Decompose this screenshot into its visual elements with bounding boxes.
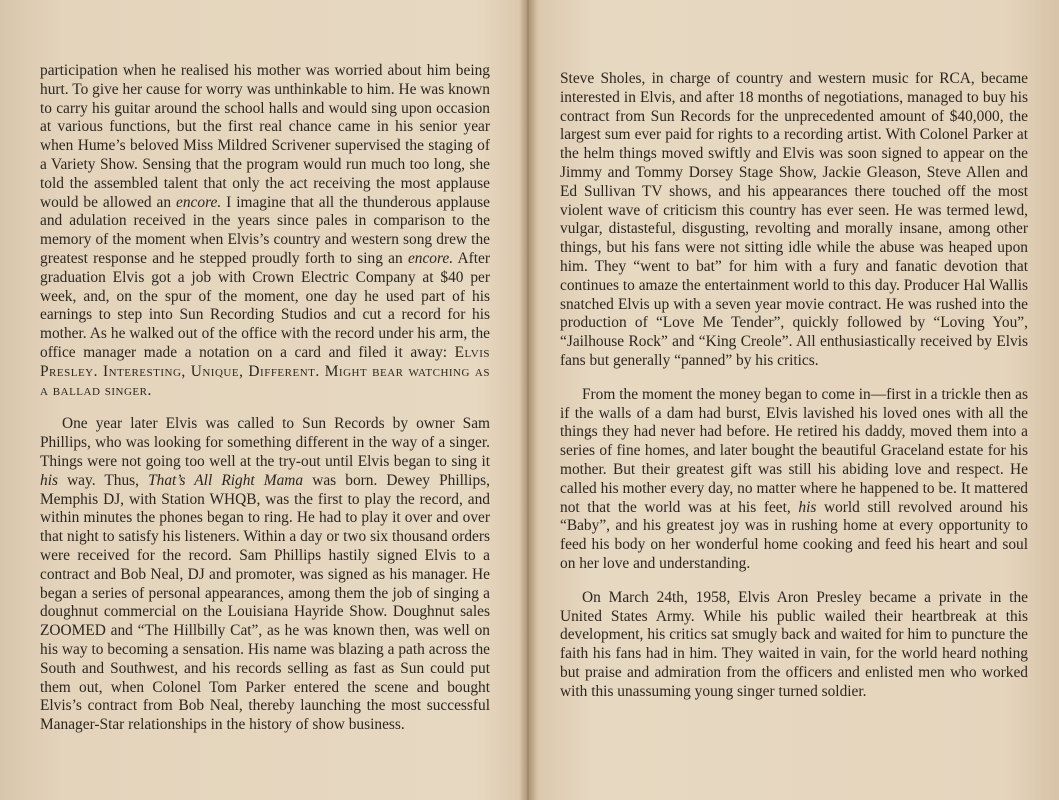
left-p2-text-a: One year later Elvis was called to Sun Records by owner Sam Phillips, who was looking for something different in the way of a singer. Things were not going too well at the try-out until Elvis began to sing it [40, 415, 490, 470]
left-p2-his: his [40, 471, 58, 489]
left-paragraph-1 [40, 62, 490, 400]
right-paragraph-2 [560, 386, 1028, 574]
right-p2-text-a: From the moment the money began to come in—first in a trickle then as if the walls of a dam had burst, Elvis lavished his loved ones with all the things they had never had before. He retired his daddy, moved them into a series of fine homes, and later bought the beautiful Graceland estate for his mother. But their greatest gift was still his abiding love and respect. He called his mother every day, no matter where he happened to be. It mattered not that the world was at his feet, [560, 385, 1028, 516]
left-p1-text-c: After graduation Elvis got a job with Crown Electric Company at $40 per week, and, on the spur of the moment, one day he used part of his earnings to step into Sun Recording Studios and cut a record for his mother. As he walked out of the office with the record under his arm, the office manager made a notation on a card and filed it away: [40, 249, 490, 361]
left-page [0, 0, 528, 800]
right-p2-his: his [798, 498, 817, 516]
right-page-text [560, 70, 1028, 702]
left-p1-text-b: I imagine that all the thunderous applause and adulation received in the years since pales in comparison to the memory of the moment when Elvis’s country and western song drew the greatest response and he stepped proudly forth to sing an [40, 193, 491, 267]
left-p1-encore-1: encore. [176, 193, 222, 211]
left-p1-encore-2: encore. [407, 249, 454, 267]
right-paragraph-1 [560, 70, 1028, 371]
right-page [528, 0, 1059, 800]
left-p1-office-note: Elvis Presley. Interesting, Unique, Different. Might bear watching as a ballad singer. [40, 343, 490, 399]
right-paragraph-3 [560, 589, 1028, 702]
left-paragraph-2 [40, 415, 490, 735]
right-p1-text: Steve Sholes, in charge of country and western music for RCA, became interested in Elvis, and after 18 months of negotiations, managed to buy his contract from Sun Records for the unprecedented amount of $40,000, the largest sum ever paid for rights to a recording artist. With Colonel Parker at the helm things moved swiftly and Elvis was soon signed to appear on the Jimmy and Tommy Dorsey Stage Show, Jackie Gleason, Steve Allen and Ed Sullivan TV shows, and his appearances there touched off the most violent wave of criticism this country has ever seen. He was termed lewd, vulgar, distasteful, disgusting, revolting and morally insane, among other things, but his fans were not sitting idle while the abuse was heaped upon him. They “went to bat” for him with a fury and fanatic devotion that continues to amaze the entertainment world to this day. Producer Hal Wallis snatched Elvis up with a seven year movie contract. He was rushed into the production of “Love Me Tender”, quickly followed by “Loving You”, “Jailhouse Rock” and “King Creole”. All enthusiastically received by Elvis fans but generally “panned” by his critics. [560, 70, 1028, 369]
right-p2-text-b: world still revolved around his “Baby”, and his greatest joy was in rushing home at every opportunity to feed his body on her wonderful home cooking and feed his heart and soul on her love and understanding. [560, 498, 1029, 572]
left-page-text [40, 62, 490, 735]
right-p3-text: On March 24th, 1958, Elvis Aron Presley became a private in the United States Army. While his public wailed their heartbreak at this development, his critics sat smugly back and waited for him to puncture the faith his fans had in him. They waited in vain, for the world heard nothing but praise and admiration from the officers and enlisted men who worked with this unassuming young singer turned soldier. [560, 588, 1028, 700]
left-p2-song-title: That’s All Right Mama [148, 471, 304, 489]
left-p2-text-b: way. Thus, [57, 471, 149, 489]
left-p1-text-a: participation when he realised his mother was worried about him being hurt. To give her cause for worry was unthinkable to him. He was known to carry his guitar around the school halls and would sing upon occasion at various functions, but the first real chance came in his senior year when Hume’s beloved Miss Mildred Scrivener supervised the staging of a Variety Show. Sensing that the program would run much too long, she told the assembled talent that only the act receiving the most applause would be allowed an [40, 62, 490, 211]
left-p2-text-c: was born. Dewey Phillips, Memphis DJ, with Station WHQB, was the first to play the record, and within minutes the phones began to ring. He had to play it over and over that night to satisfy his listeners. Within a day or two six thousand orders were received for the record. Sam Phillips hastily signed Elvis to a contract and Bob Neal, DJ and promoter, was signed as his manager. He began a series of personal appearances, among them the job of singing a doughnut commercial on the Louisiana Hayride Show. Doughnut sales ZOOMED and “The Hillbilly Cat”, as he was known then, was well on his way to becoming a sensation. His name was blazing a path across the South and Southwest, and his records selling as fast as Sun could put them out, when Colonel Tom Parker entered the scene and bought Elvis’s contract from Bob Neal, thereby launching the most successful Manager-Star relationships in the history of show business. [40, 471, 490, 734]
